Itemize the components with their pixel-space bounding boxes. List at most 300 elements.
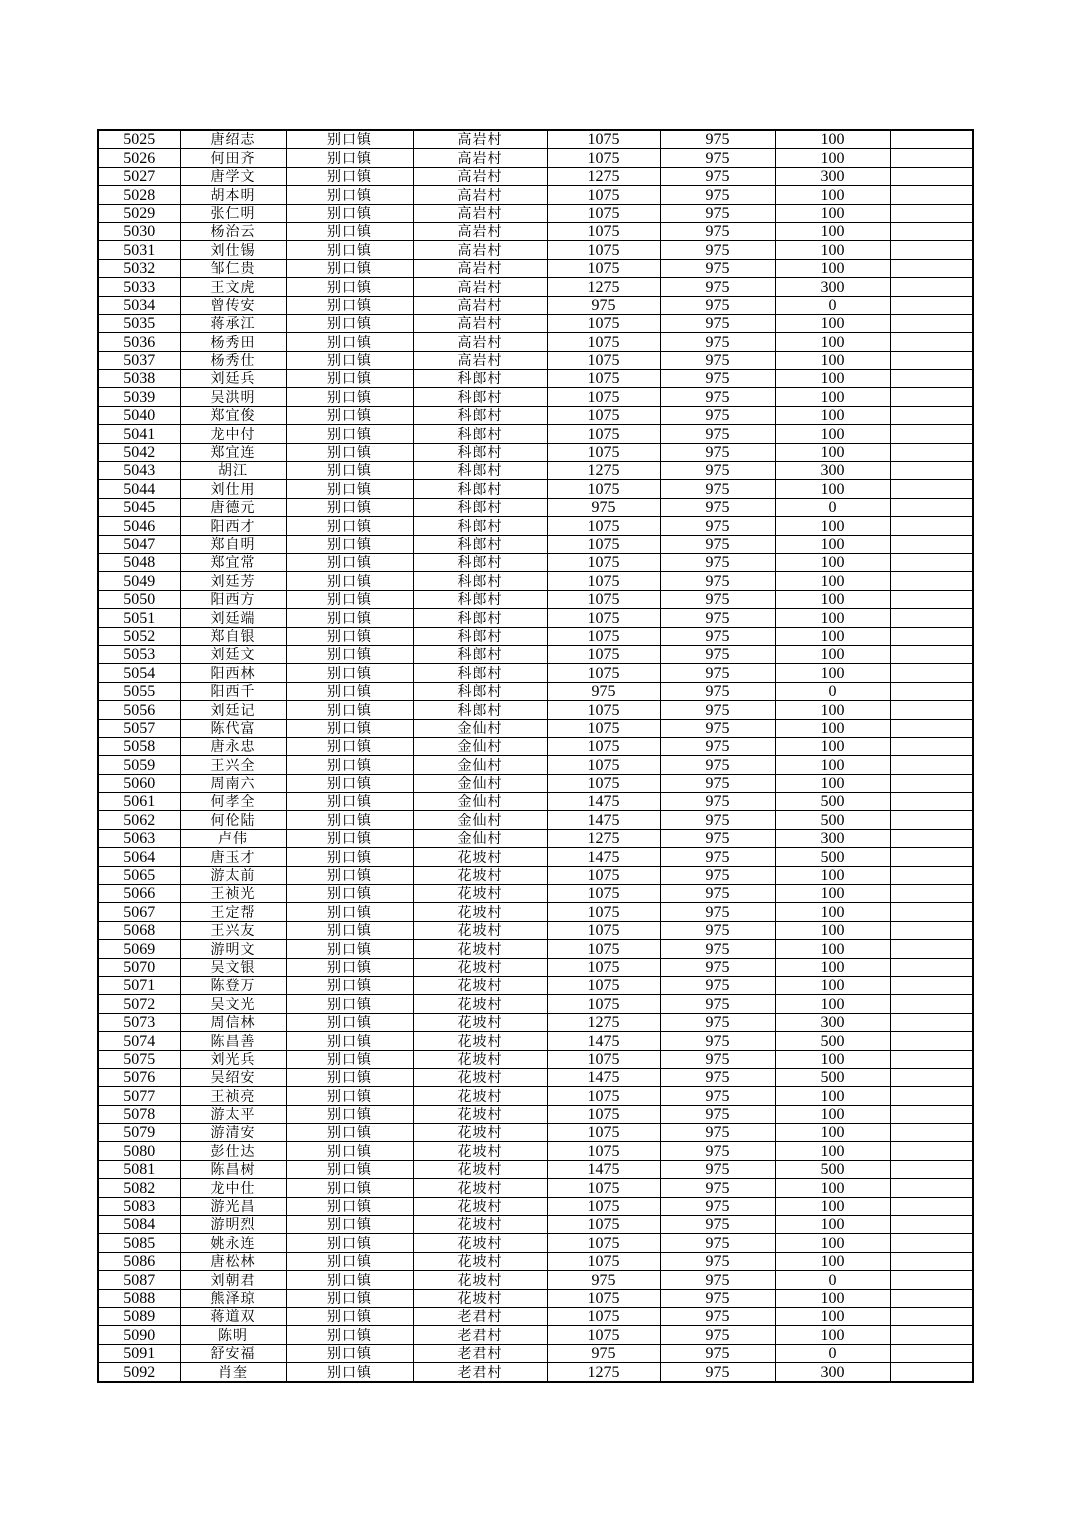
name-cell: 陈代富 (180, 719, 286, 737)
amount-b-cell: 975 (660, 940, 775, 958)
amount-b-cell: 975 (660, 388, 775, 406)
table-body (98, 130, 973, 1382)
remark-cell (890, 1234, 973, 1252)
amount-a-cell: 1075 (547, 314, 660, 332)
village-cell: 科郎村 (413, 645, 547, 663)
remark-cell (890, 296, 973, 314)
village-cell: 高岩村 (413, 351, 547, 369)
name-cell: 陈昌树 (180, 1160, 286, 1178)
amount-a-cell: 1075 (547, 1197, 660, 1215)
difference-cell: 300 (775, 1013, 890, 1031)
town-cell: 别口镇 (286, 1308, 413, 1326)
remark-cell (890, 517, 973, 535)
amount-a-cell: 1075 (547, 1179, 660, 1197)
village-cell: 科郎村 (413, 406, 547, 424)
town-cell: 别口镇 (286, 590, 413, 608)
town-cell: 别口镇 (286, 848, 413, 866)
remark-cell (890, 627, 973, 645)
table-row (98, 167, 973, 185)
remark-cell (890, 958, 973, 976)
amount-a-cell: 1075 (547, 590, 660, 608)
amount-a-cell: 1275 (547, 167, 660, 185)
name-cell: 卢伟 (180, 829, 286, 847)
town-cell: 别口镇 (286, 1050, 413, 1068)
amount-a-cell: 1075 (547, 940, 660, 958)
name-cell: 胡江 (180, 462, 286, 480)
village-cell: 花坡村 (413, 1271, 547, 1289)
row-number-cell: 5064 (98, 848, 180, 866)
row-number-cell: 5067 (98, 903, 180, 921)
amount-a-cell: 1075 (547, 186, 660, 204)
amount-b-cell: 975 (660, 1197, 775, 1215)
table-row (98, 278, 973, 296)
remark-cell (890, 130, 973, 149)
town-cell: 别口镇 (286, 829, 413, 847)
remark-cell (890, 1087, 973, 1105)
table-row (98, 443, 973, 461)
name-cell: 杨治云 (180, 222, 286, 240)
amount-b-cell: 975 (660, 1142, 775, 1160)
row-number-cell: 5047 (98, 535, 180, 553)
difference-cell: 0 (775, 296, 890, 314)
difference-cell: 300 (775, 1363, 890, 1382)
remark-cell (890, 535, 973, 553)
row-number-cell: 5069 (98, 940, 180, 958)
village-cell: 科郎村 (413, 517, 547, 535)
difference-cell: 100 (775, 1308, 890, 1326)
name-cell: 刘廷记 (180, 701, 286, 719)
remark-cell (890, 866, 973, 884)
town-cell: 别口镇 (286, 756, 413, 774)
amount-b-cell: 975 (660, 756, 775, 774)
name-cell: 杨秀仕 (180, 351, 286, 369)
amount-a-cell: 1075 (547, 609, 660, 627)
amount-a-cell: 1075 (547, 204, 660, 222)
difference-cell: 100 (775, 645, 890, 663)
town-cell: 别口镇 (286, 793, 413, 811)
village-cell: 金仙村 (413, 756, 547, 774)
table-row (98, 259, 973, 277)
difference-cell: 100 (775, 351, 890, 369)
difference-cell: 300 (775, 278, 890, 296)
row-number-cell: 5084 (98, 1216, 180, 1234)
amount-a-cell: 1075 (547, 572, 660, 590)
village-cell: 科郎村 (413, 553, 547, 571)
amount-b-cell: 975 (660, 480, 775, 498)
difference-cell: 100 (775, 149, 890, 167)
name-cell: 周信林 (180, 1013, 286, 1031)
remark-cell (890, 664, 973, 682)
name-cell: 刘廷兵 (180, 370, 286, 388)
amount-a-cell: 1075 (547, 701, 660, 719)
amount-a-cell: 1075 (547, 553, 660, 571)
village-cell: 花坡村 (413, 1087, 547, 1105)
town-cell: 别口镇 (286, 645, 413, 663)
town-cell: 别口镇 (286, 498, 413, 516)
difference-cell: 100 (775, 590, 890, 608)
row-number-cell: 5052 (98, 627, 180, 645)
town-cell: 别口镇 (286, 149, 413, 167)
remark-cell (890, 1363, 973, 1382)
amount-b-cell: 975 (660, 278, 775, 296)
name-cell: 吴文银 (180, 958, 286, 976)
row-number-cell: 5076 (98, 1068, 180, 1086)
table-row (98, 370, 973, 388)
amount-a-cell: 1075 (547, 149, 660, 167)
remark-cell (890, 921, 973, 939)
town-cell: 别口镇 (286, 609, 413, 627)
row-number-cell: 5060 (98, 774, 180, 792)
town-cell: 别口镇 (286, 259, 413, 277)
remark-cell (890, 1216, 973, 1234)
row-number-cell: 5090 (98, 1326, 180, 1344)
table-row (98, 682, 973, 700)
name-cell: 游明文 (180, 940, 286, 958)
row-number-cell: 5058 (98, 737, 180, 755)
table-row (98, 406, 973, 424)
amount-a-cell: 975 (547, 498, 660, 516)
amount-a-cell: 1075 (547, 1326, 660, 1344)
row-number-cell: 5042 (98, 443, 180, 461)
name-cell: 游明烈 (180, 1216, 286, 1234)
table-row (98, 811, 973, 829)
name-cell: 刘廷芳 (180, 572, 286, 590)
difference-cell: 100 (775, 701, 890, 719)
amount-a-cell: 1475 (547, 848, 660, 866)
amount-a-cell: 1075 (547, 259, 660, 277)
amount-a-cell: 975 (547, 1271, 660, 1289)
amount-a-cell: 1075 (547, 645, 660, 663)
name-cell: 陈明 (180, 1326, 286, 1344)
name-cell: 曾传安 (180, 296, 286, 314)
table-row (98, 719, 973, 737)
row-number-cell: 5073 (98, 1013, 180, 1031)
village-cell: 高岩村 (413, 296, 547, 314)
name-cell: 阳西方 (180, 590, 286, 608)
row-number-cell: 5037 (98, 351, 180, 369)
name-cell: 唐绍志 (180, 130, 286, 149)
remark-cell (890, 572, 973, 590)
difference-cell: 100 (775, 517, 890, 535)
table-row (98, 425, 973, 443)
amount-b-cell: 975 (660, 1032, 775, 1050)
table-row (98, 1216, 973, 1234)
table-row (98, 296, 973, 314)
town-cell: 别口镇 (286, 1142, 413, 1160)
row-number-cell: 5059 (98, 756, 180, 774)
village-cell: 科郎村 (413, 535, 547, 553)
village-cell: 高岩村 (413, 222, 547, 240)
name-cell: 阳西才 (180, 517, 286, 535)
town-cell: 别口镇 (286, 1197, 413, 1215)
name-cell: 游太平 (180, 1105, 286, 1123)
remark-cell (890, 903, 973, 921)
table-row (98, 590, 973, 608)
row-number-cell: 5086 (98, 1252, 180, 1270)
amount-b-cell: 975 (660, 370, 775, 388)
name-cell: 郑自银 (180, 627, 286, 645)
remark-cell (890, 1179, 973, 1197)
row-number-cell: 5036 (98, 333, 180, 351)
row-number-cell: 5045 (98, 498, 180, 516)
amount-b-cell: 975 (660, 1087, 775, 1105)
table-row (98, 186, 973, 204)
name-cell: 郑宜常 (180, 553, 286, 571)
amount-b-cell: 975 (660, 1234, 775, 1252)
table-row (98, 572, 973, 590)
amount-a-cell: 1075 (547, 885, 660, 903)
village-cell: 科郎村 (413, 480, 547, 498)
town-cell: 别口镇 (286, 1087, 413, 1105)
town-cell: 别口镇 (286, 682, 413, 700)
remark-cell (890, 885, 973, 903)
amount-a-cell: 1075 (547, 1308, 660, 1326)
amount-b-cell: 975 (660, 885, 775, 903)
name-cell: 熊泽琼 (180, 1289, 286, 1307)
table-row (98, 1013, 973, 1031)
amount-a-cell: 1075 (547, 480, 660, 498)
amount-b-cell: 975 (660, 535, 775, 553)
village-cell: 花坡村 (413, 866, 547, 884)
difference-cell: 100 (775, 259, 890, 277)
difference-cell: 100 (775, 921, 890, 939)
name-cell: 阳西千 (180, 682, 286, 700)
amount-b-cell: 975 (660, 1124, 775, 1142)
village-cell: 科郎村 (413, 627, 547, 645)
table-row (98, 1050, 973, 1068)
table-row (98, 1068, 973, 1086)
amount-b-cell: 975 (660, 627, 775, 645)
remark-cell (890, 1289, 973, 1307)
amount-a-cell: 1075 (547, 1216, 660, 1234)
table-row (98, 737, 973, 755)
amount-a-cell: 975 (547, 296, 660, 314)
village-cell: 高岩村 (413, 149, 547, 167)
amount-a-cell: 1075 (547, 351, 660, 369)
village-cell: 科郎村 (413, 498, 547, 516)
name-cell: 唐德元 (180, 498, 286, 516)
amount-b-cell: 975 (660, 1179, 775, 1197)
town-cell: 别口镇 (286, 553, 413, 571)
village-cell: 花坡村 (413, 1289, 547, 1307)
amount-a-cell: 1075 (547, 903, 660, 921)
remark-cell (890, 793, 973, 811)
remark-cell (890, 370, 973, 388)
remark-cell (890, 1068, 973, 1086)
town-cell: 别口镇 (286, 940, 413, 958)
name-cell: 刘光兵 (180, 1050, 286, 1068)
amount-b-cell: 975 (660, 609, 775, 627)
name-cell: 刘朝君 (180, 1271, 286, 1289)
name-cell: 舒安福 (180, 1344, 286, 1362)
amount-a-cell: 1075 (547, 756, 660, 774)
amount-b-cell: 975 (660, 921, 775, 939)
amount-b-cell: 975 (660, 976, 775, 994)
village-cell: 花坡村 (413, 1142, 547, 1160)
name-cell: 阳西林 (180, 664, 286, 682)
village-cell: 金仙村 (413, 737, 547, 755)
amount-b-cell: 975 (660, 314, 775, 332)
row-number-cell: 5078 (98, 1105, 180, 1123)
village-cell: 花坡村 (413, 940, 547, 958)
village-cell: 科郎村 (413, 370, 547, 388)
town-cell: 别口镇 (286, 462, 413, 480)
village-cell: 花坡村 (413, 976, 547, 994)
difference-cell: 100 (775, 1326, 890, 1344)
town-cell: 别口镇 (286, 1179, 413, 1197)
row-number-cell: 5085 (98, 1234, 180, 1252)
amount-a-cell: 1075 (547, 976, 660, 994)
name-cell: 何孝全 (180, 793, 286, 811)
amount-a-cell: 1075 (547, 866, 660, 884)
village-cell: 花坡村 (413, 1013, 547, 1031)
name-cell: 王定帮 (180, 903, 286, 921)
remark-cell (890, 278, 973, 296)
difference-cell: 500 (775, 811, 890, 829)
table-row (98, 1124, 973, 1142)
row-number-cell: 5040 (98, 406, 180, 424)
amount-b-cell: 975 (660, 462, 775, 480)
row-number-cell: 5068 (98, 921, 180, 939)
remark-cell (890, 553, 973, 571)
table-row (98, 903, 973, 921)
amount-b-cell: 975 (660, 829, 775, 847)
remark-cell (890, 737, 973, 755)
name-cell: 唐玉才 (180, 848, 286, 866)
village-cell: 花坡村 (413, 848, 547, 866)
amount-b-cell: 975 (660, 848, 775, 866)
remark-cell (890, 241, 973, 259)
village-cell: 老君村 (413, 1344, 547, 1362)
amount-a-cell: 975 (547, 1344, 660, 1362)
amount-a-cell: 1475 (547, 1068, 660, 1086)
remark-cell (890, 1032, 973, 1050)
name-cell: 王兴友 (180, 921, 286, 939)
row-number-cell: 5074 (98, 1032, 180, 1050)
amount-b-cell: 975 (660, 645, 775, 663)
row-number-cell: 5043 (98, 462, 180, 480)
village-cell: 金仙村 (413, 774, 547, 792)
village-cell: 花坡村 (413, 921, 547, 939)
row-number-cell: 5061 (98, 793, 180, 811)
remark-cell (890, 406, 973, 424)
amount-a-cell: 1275 (547, 278, 660, 296)
village-cell: 高岩村 (413, 278, 547, 296)
town-cell: 别口镇 (286, 885, 413, 903)
town-cell: 别口镇 (286, 443, 413, 461)
village-cell: 花坡村 (413, 1216, 547, 1234)
difference-cell: 0 (775, 1271, 890, 1289)
amount-b-cell: 975 (660, 241, 775, 259)
village-cell: 金仙村 (413, 719, 547, 737)
amount-b-cell: 975 (660, 296, 775, 314)
table-row (98, 1308, 973, 1326)
remark-cell (890, 829, 973, 847)
table-row (98, 645, 973, 663)
village-cell: 高岩村 (413, 204, 547, 222)
amount-a-cell: 1275 (547, 462, 660, 480)
table-row (98, 314, 973, 332)
row-number-cell: 5066 (98, 885, 180, 903)
name-cell: 王祯光 (180, 885, 286, 903)
amount-a-cell: 1075 (547, 130, 660, 149)
amount-b-cell: 975 (660, 682, 775, 700)
table-row (98, 1326, 973, 1344)
amount-b-cell: 975 (660, 1216, 775, 1234)
amount-a-cell: 1075 (547, 664, 660, 682)
amount-b-cell: 975 (660, 498, 775, 516)
remark-cell (890, 1271, 973, 1289)
difference-cell: 100 (775, 1105, 890, 1123)
amount-b-cell: 975 (660, 222, 775, 240)
town-cell: 别口镇 (286, 701, 413, 719)
table-row (98, 609, 973, 627)
town-cell: 别口镇 (286, 664, 413, 682)
village-cell: 花坡村 (413, 1124, 547, 1142)
difference-cell: 100 (775, 737, 890, 755)
remark-cell (890, 609, 973, 627)
amount-a-cell: 1275 (547, 1363, 660, 1382)
village-cell: 老君村 (413, 1308, 547, 1326)
amount-b-cell: 975 (660, 167, 775, 185)
amount-b-cell: 975 (660, 1013, 775, 1031)
amount-b-cell: 975 (660, 425, 775, 443)
difference-cell: 100 (775, 627, 890, 645)
difference-cell: 100 (775, 1142, 890, 1160)
village-cell: 科郎村 (413, 443, 547, 461)
difference-cell: 100 (775, 186, 890, 204)
remark-cell (890, 976, 973, 994)
name-cell: 郑自明 (180, 535, 286, 553)
table-row (98, 701, 973, 719)
name-cell: 肖奎 (180, 1363, 286, 1382)
name-cell: 胡本明 (180, 186, 286, 204)
table-row (98, 1105, 973, 1123)
row-number-cell: 5062 (98, 811, 180, 829)
remark-cell (890, 186, 973, 204)
remark-cell (890, 1124, 973, 1142)
village-cell: 科郎村 (413, 388, 547, 406)
village-cell: 科郎村 (413, 425, 547, 443)
row-number-cell: 5081 (98, 1160, 180, 1178)
town-cell: 别口镇 (286, 1344, 413, 1362)
difference-cell: 100 (775, 958, 890, 976)
table-row (98, 351, 973, 369)
table-row (98, 940, 973, 958)
row-number-cell: 5054 (98, 664, 180, 682)
village-cell: 科郎村 (413, 462, 547, 480)
amount-a-cell: 1075 (547, 1087, 660, 1105)
town-cell: 别口镇 (286, 1289, 413, 1307)
amount-a-cell: 1075 (547, 370, 660, 388)
name-cell: 王文虎 (180, 278, 286, 296)
amount-b-cell: 975 (660, 204, 775, 222)
row-number-cell: 5031 (98, 241, 180, 259)
difference-cell: 100 (775, 241, 890, 259)
difference-cell: 100 (775, 406, 890, 424)
name-cell: 龙中付 (180, 425, 286, 443)
amount-a-cell: 1075 (547, 1252, 660, 1270)
amount-b-cell: 975 (660, 517, 775, 535)
remark-cell (890, 351, 973, 369)
remark-cell (890, 682, 973, 700)
name-cell: 周南六 (180, 774, 286, 792)
amount-a-cell: 1075 (547, 222, 660, 240)
row-number-cell: 5057 (98, 719, 180, 737)
table-row (98, 1142, 973, 1160)
amount-a-cell: 1075 (547, 1105, 660, 1123)
amount-b-cell: 975 (660, 553, 775, 571)
